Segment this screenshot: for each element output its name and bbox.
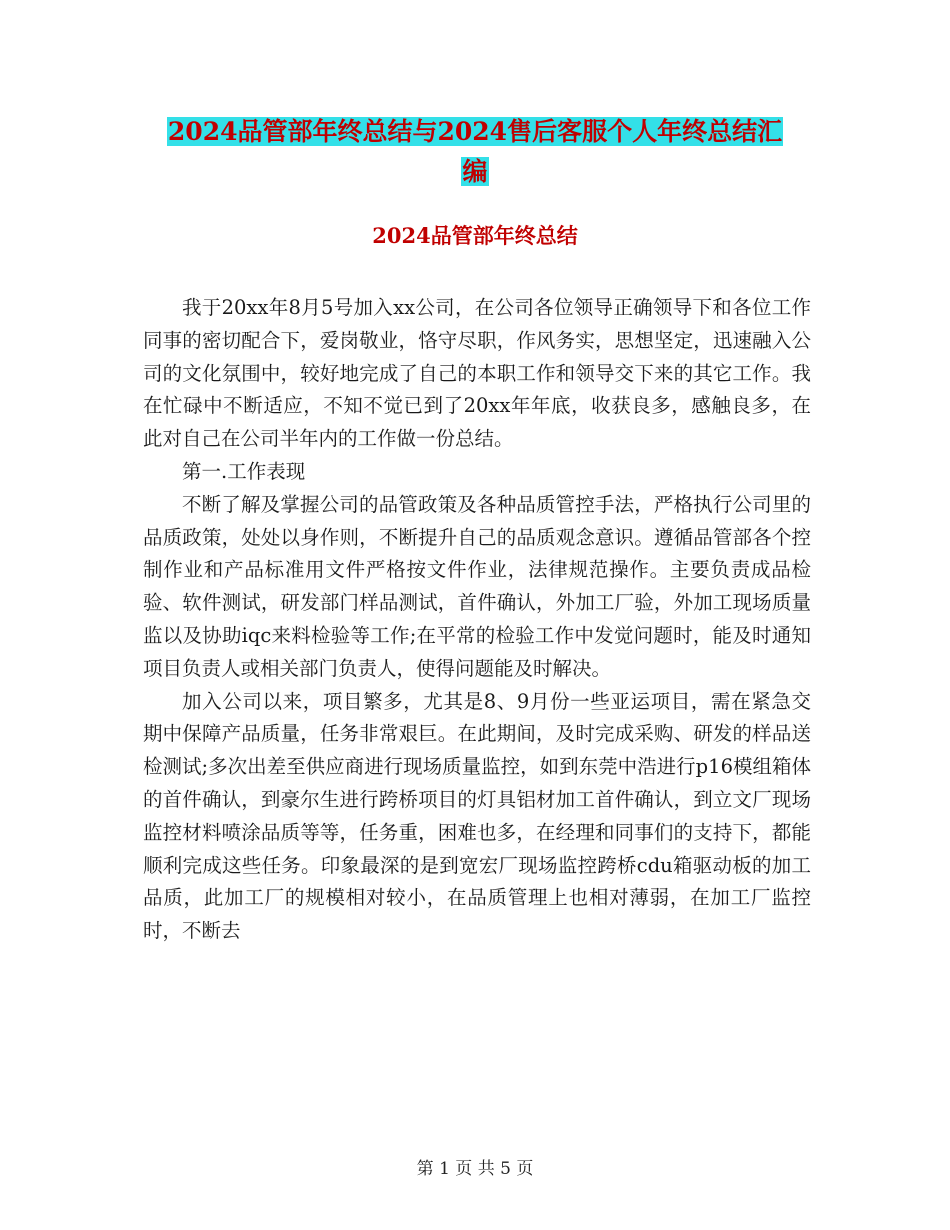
document-title-line1: 2024品管部年终总结与2024售后客服个人年终总结汇 [167, 117, 783, 146]
paragraph: 加入公司以来，项目繁多，尤其是8、9月份一些亚运项目，需在紧急交期中保障产品质量，任务非常艰巨。在此期间，及时完成采购、研发的样品送检测试;多次出差至供应商进行现场质量监控，如到东莞中浩进行p16模组箱体的首件确认，到豪尔生进行跨桥项目的灯具铝材加工首件确认，到立文厂现场监控材料喷涂品质等等，任务重，困难也多，在经理和同事们的支持下，都能顺利完成这些任务。印象最深的是到宽宏厂现场监控跨桥cdu箱驱动板的加工品质，此加工厂的规模相对较小，在品质管理上也相对薄弱，在加工厂监控时，不断去 [143, 689, 811, 943]
document-title-line2: 编 [462, 157, 488, 186]
section-title: 2024品管部年终总结 [372, 223, 578, 248]
paragraph: 不断了解及掌握公司的品管政策及各种品质管控手法，严格执行公司里的品质政策，处处以身作则，不断提升自己的品质观念意识。遵循品管部各个控制作业和产品标准用文件严格按文件作业，法律规范操作。主要负责成品检验、软件测试，研发部门样品测试，首件确认，外加工厂验，外加工现场质量监以及协助iqc来料检验等工作;在平常的检验工作中发觉问题时，能及时通知项目负责人或相关部门负责人，使得问题能及时解决。 [143, 492, 811, 680]
paragraph: 我于20xx年8月5号加入xx公司，在公司各位领导正确领导下和各位工作同事的密切配合下，爱岗敬业，恪守尽职，作风务实，思想坚定，迅速融入公司的文化氛围中，较好地完成了自己的本职工作和领导交下来的其它工作。我在忙碌中不断适应，不知不觉已到了20xx年年底，收获良多，感触良多，在此对自己在公司半年内的工作做一份总结。 [143, 296, 811, 451]
body-text [143, 292, 811, 948]
document-title [140, 112, 810, 192]
paragraph-heading: 第一.工作表现 [182, 459, 306, 483]
page-footer: 第 1 页 共 5 页 [416, 1159, 534, 1179]
